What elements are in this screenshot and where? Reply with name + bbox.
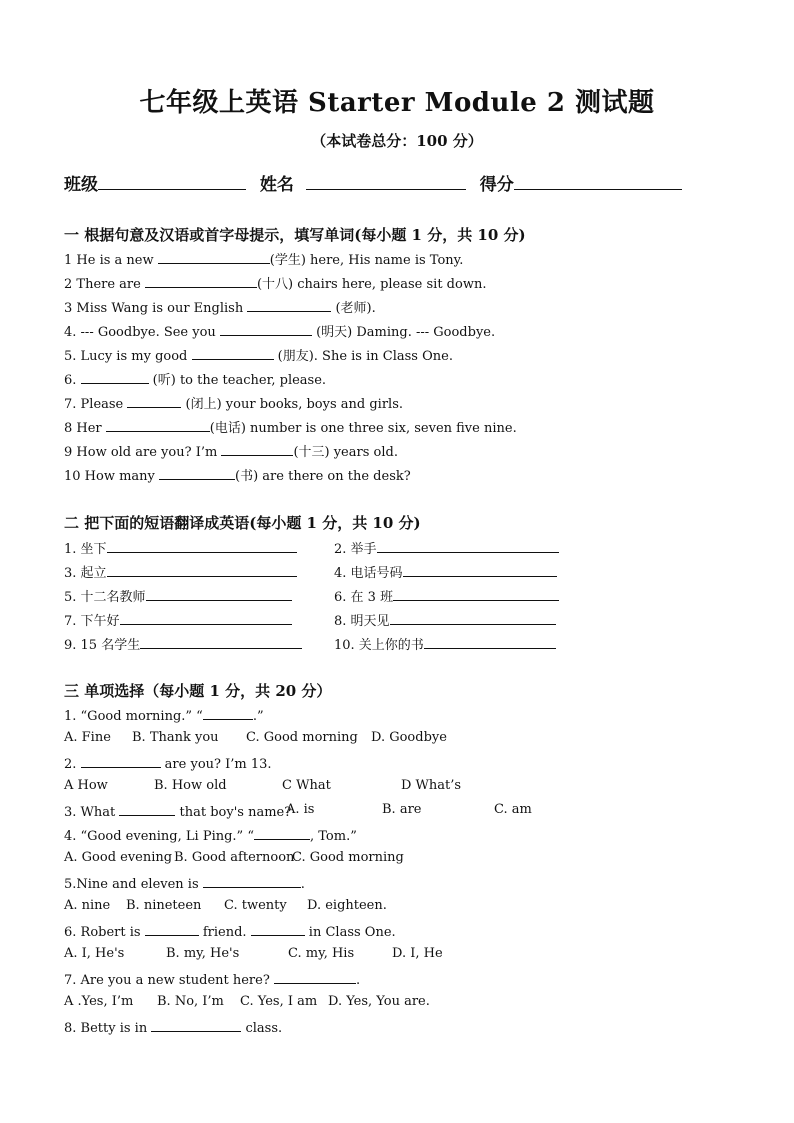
s1-question-6: 6. (听) to the teacher, please. — [64, 370, 326, 389]
option-c[interactable]: C. Good morning — [246, 730, 358, 745]
s2-item-2: 2. 举手 — [334, 538, 559, 557]
answer-blank[interactable] — [251, 922, 305, 936]
option-d[interactable]: D. Yes, You are. — [328, 994, 430, 1009]
score-blank[interactable] — [514, 173, 682, 190]
option-b[interactable]: B. No, I’m — [157, 994, 224, 1009]
answer-blank[interactable] — [81, 370, 149, 384]
s2-item-8: 8. 明天见 — [334, 610, 556, 629]
s1-question-5: 5. Lucy is my good (朋友). She is in Class One. — [64, 346, 453, 365]
option-d[interactable]: D What’s — [401, 778, 462, 793]
s3-question-5: 5.Nine and eleven is . — [64, 874, 305, 893]
answer-blank[interactable] — [221, 442, 293, 456]
answer-blank[interactable] — [393, 587, 559, 601]
option-d[interactable]: D. eighteen. — [307, 898, 387, 913]
s2-row — [64, 538, 584, 557]
answer-blank[interactable] — [106, 418, 210, 432]
class-label: 班级 — [64, 175, 98, 195]
answer-blank[interactable] — [81, 754, 161, 768]
s2-item-5: 5. 十二名教师 — [64, 586, 292, 605]
s2-row — [64, 634, 584, 653]
option-b[interactable]: B. How old — [154, 778, 227, 793]
student-info-row — [64, 170, 744, 195]
answer-blank[interactable] — [424, 635, 556, 649]
s1-question-1: 1 He is a new (学生) here, His name is Tony. — [64, 250, 463, 269]
answer-blank[interactable] — [192, 346, 274, 360]
answer-blank[interactable] — [220, 322, 312, 336]
option-b[interactable]: B. my, He's — [166, 946, 240, 961]
section3-heading: 三 单项选择（每小题 1 分，共 20 分） — [64, 682, 332, 700]
s3-question-4: 4. “Good evening, Li Ping.” “ , Tom.” — [64, 826, 357, 845]
answer-blank[interactable] — [254, 826, 310, 840]
answer-blank[interactable] — [146, 587, 292, 601]
s2-item-9: 9. 15 名学生 — [64, 634, 302, 653]
s1-question-4: 4. --- Goodbye. See you (明天) Daming. --- Goodbye. — [64, 322, 495, 341]
s2-item-7: 7. 下午好 — [64, 610, 292, 629]
option-a[interactable]: A. is — [286, 802, 315, 817]
s2-item-1: 1. 坐下 — [64, 538, 297, 557]
section2-heading: 二 把下面的短语翻译成英语(每小题 1 分，共 10 分) — [64, 514, 421, 532]
answer-blank[interactable] — [390, 611, 556, 625]
answer-blank[interactable] — [203, 706, 253, 720]
s1-question-7: 7. Please (闭上) your books, boys and girls. — [64, 394, 403, 413]
s3-question-8: 8. Betty is in class. — [64, 1018, 282, 1037]
s2-item-6: 6. 在 3 班 — [334, 586, 559, 605]
answer-blank[interactable] — [247, 298, 331, 312]
s3-question-1: 1. “Good morning.” “ .” — [64, 706, 264, 725]
option-a[interactable]: A .Yes, I’m — [64, 994, 134, 1009]
section1-heading: 一 根据句意及汉语或首字母提示，填写单词(每小题 1 分，共 10 分) — [64, 226, 526, 244]
answer-blank[interactable] — [145, 274, 257, 288]
s3-question-2: 2. are you? I’m 13. — [64, 754, 272, 773]
s2-row — [64, 610, 584, 629]
option-a[interactable]: A. nine — [64, 898, 111, 913]
s2-item-3: 3. 起立 — [64, 562, 297, 581]
answer-blank[interactable] — [377, 539, 559, 553]
s3-question-6: 6. Robert is friend. in Class One. — [64, 922, 396, 941]
s3-question-7: 7. Are you a new student here? . — [64, 970, 360, 989]
s2-row — [64, 586, 584, 605]
s2-item-4: 4. 电话号码 — [334, 562, 557, 581]
s3-question-3: 3. What that boy's name? A. is B. are C. am — [64, 802, 532, 820]
s1-question-2: 2 There are (十八) chairs here, please sit down. — [64, 274, 486, 293]
answer-blank[interactable] — [145, 922, 199, 936]
option-c[interactable]: C. my, His — [288, 946, 355, 961]
answer-blank[interactable] — [120, 611, 292, 625]
answer-blank[interactable] — [159, 466, 235, 480]
answer-blank[interactable] — [127, 394, 181, 408]
option-d[interactable]: D. I, He — [392, 946, 443, 961]
option-a[interactable]: A How — [64, 778, 108, 793]
option-b[interactable]: B. Good afternoon — [174, 850, 295, 865]
score-label: 得分 — [479, 175, 514, 195]
answer-blank[interactable] — [151, 1018, 241, 1032]
option-c[interactable]: C What — [282, 778, 331, 793]
option-b[interactable]: B. Thank you — [132, 730, 219, 745]
answer-blank[interactable] — [140, 635, 302, 649]
option-c[interactable]: C. twenty — [224, 898, 287, 913]
s1-question-9: 9 How old are you? I’m (十三) years old. — [64, 442, 398, 461]
answer-blank[interactable] — [403, 563, 557, 577]
option-b[interactable]: B. nineteen — [126, 898, 202, 913]
answer-blank[interactable] — [203, 874, 301, 888]
name-label: 姓名 — [259, 175, 294, 195]
option-c[interactable]: C. am — [494, 802, 532, 817]
option-d[interactable]: D. Goodbye — [371, 730, 447, 745]
option-c[interactable]: C. Good morning — [292, 850, 404, 865]
option-a[interactable]: A. Good evening — [64, 850, 173, 865]
s1-question-3: 3 Miss Wang is our English (老师). — [64, 298, 376, 317]
page-subtitle: （本试卷总分：100 分） — [311, 132, 483, 150]
s2-item-10: 10. 关上你的书 — [334, 634, 556, 653]
s2-row — [64, 562, 584, 581]
option-b[interactable]: B. are — [382, 802, 422, 817]
answer-blank[interactable] — [158, 250, 270, 264]
option-c[interactable]: C. Yes, I am — [240, 994, 318, 1009]
answer-blank[interactable] — [274, 970, 356, 984]
s1-question-10: 10 How many (书) are there on the desk? — [64, 466, 411, 485]
option-a[interactable]: A. Fine — [64, 730, 111, 745]
s1-question-8: 8 Her (电话) number is one three six, seven five nine. — [64, 418, 517, 437]
page-title: 七年级上英语 Starter Module 2 测试题 — [139, 88, 655, 118]
option-a[interactable]: A. I, He's — [64, 946, 125, 961]
class-blank[interactable] — [98, 173, 246, 190]
name-blank[interactable] — [306, 173, 466, 190]
answer-blank[interactable] — [107, 563, 297, 577]
answer-blank[interactable] — [119, 802, 175, 816]
answer-blank[interactable] — [107, 539, 297, 553]
